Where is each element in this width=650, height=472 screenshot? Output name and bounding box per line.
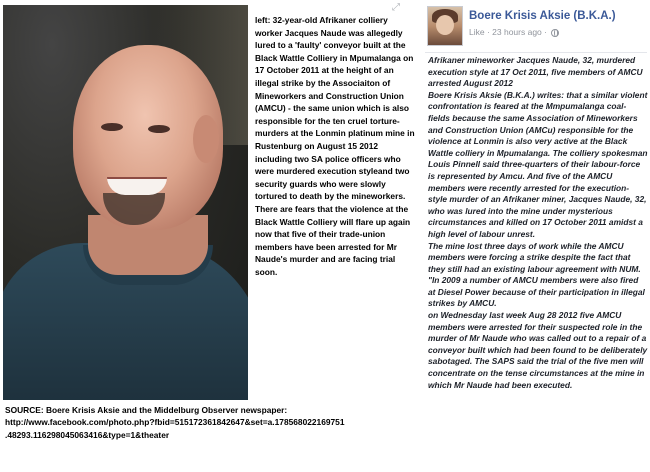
article-paragraph: "In 2009 a number of AMCU members were also fired at Diesel Power because of their participation in illegal strikes by AMCU.: [428, 275, 645, 309]
photo-eye-left: [101, 123, 123, 131]
article-paragraph: Boere Krisis Aksie (B.K.A.) writes: that a similar violent confrontation is feared at the Mmpumalanga coal-fields because the same Association of Mineworkers and Construction Union (AMCu) responsible for the violence at Lonmin is also very active at the Black Wattle colliery in Mpumalanga. The colliery spokesman Louis Pinnell said three-quarters of their labour-force is represented by Amcu. And five of the AMCU members were recently arrested for the execution-style murder of an Afrikaner miner, Jacques Naude, 32, who was lured into the mine under mysterious circumstances and killed on 17 October 2011 amidst a high level of labour unrest.: [428, 89, 648, 239]
source-url-line-1[interactable]: http://www.facebook.com/photo.php?fbid=515172361842647&set=a.178568022169751: [5, 417, 345, 428]
article-paragraph: The mine lost three days of work while the AMCU members were forcing a strike despite the fact that they still had an existing labour agreement with NUM.: [428, 240, 641, 274]
source-line-1: SOURCE: Boere Krisis Aksie and the Middelburg Observer newspaper:: [5, 405, 288, 415]
source-url-line-2[interactable]: .48293.116298045063416&type=1&theater: [5, 429, 170, 440]
photo-mouth: [107, 177, 167, 195]
post-body: [428, 55, 648, 391]
globe-icon: [551, 29, 559, 37]
photo-eye-right: [148, 125, 170, 133]
article-paragraph: on Wednesday last week Aug 28 2012 five AMCU members were arrested for their suspected role in the murder of Mr Naude who was called out to a repair of a conveyor built which had been found to be deliberately sabotaged. The SAPS said the trial of the five men will concentrate on the tense circumstances at the mine in which Mr Naude had been executed.: [428, 310, 648, 390]
post-meta: [469, 27, 559, 37]
portrait-photo: [3, 5, 248, 400]
post-author-name[interactable]: Boere Krisis Aksie (B.K.A.): [469, 10, 616, 22]
profile-avatar[interactable]: [427, 6, 463, 46]
source-citation: [5, 404, 415, 441]
photo-caption: left: 32-year-old Afrikaner colliery worker Jacques Naude was allegedly lured to a 'faulty' conveyor built at the Black Wattle Colliery in Mpumalanga on 17 October 2011 at the height of an illegal strike by the Associaiton of Mineworkers and Construction Union (AMCU) - the same union which is also responsible for the ten cruel torture-murders at the Lonmin platinum mine in Rustenburg on August 15 2012 including two SA police officers who were murdered execution styleand two security guards who were slowly tortured to death by the mineworkers. There are fears that the violence at the Black Wattle Colliery will flare up again now that five of their trade-union members have been arrested for Mr Naude's murder and are facing trial soon.: [255, 15, 415, 277]
expand-arrow-icon[interactable]: ⤢: [392, 2, 400, 13]
article-headline: Afrikaner mineworker Jacques Naude, 32, murdered execution style at 17 Oct 2011, five members of AMCU arrested August 2012: [428, 55, 643, 89]
photo-ear: [193, 115, 219, 163]
header-divider: [425, 52, 647, 53]
post-header: [425, 0, 650, 52]
avatar-face: [436, 15, 454, 35]
post-meta-text: Like · 23 hours ago ·: [469, 27, 547, 37]
